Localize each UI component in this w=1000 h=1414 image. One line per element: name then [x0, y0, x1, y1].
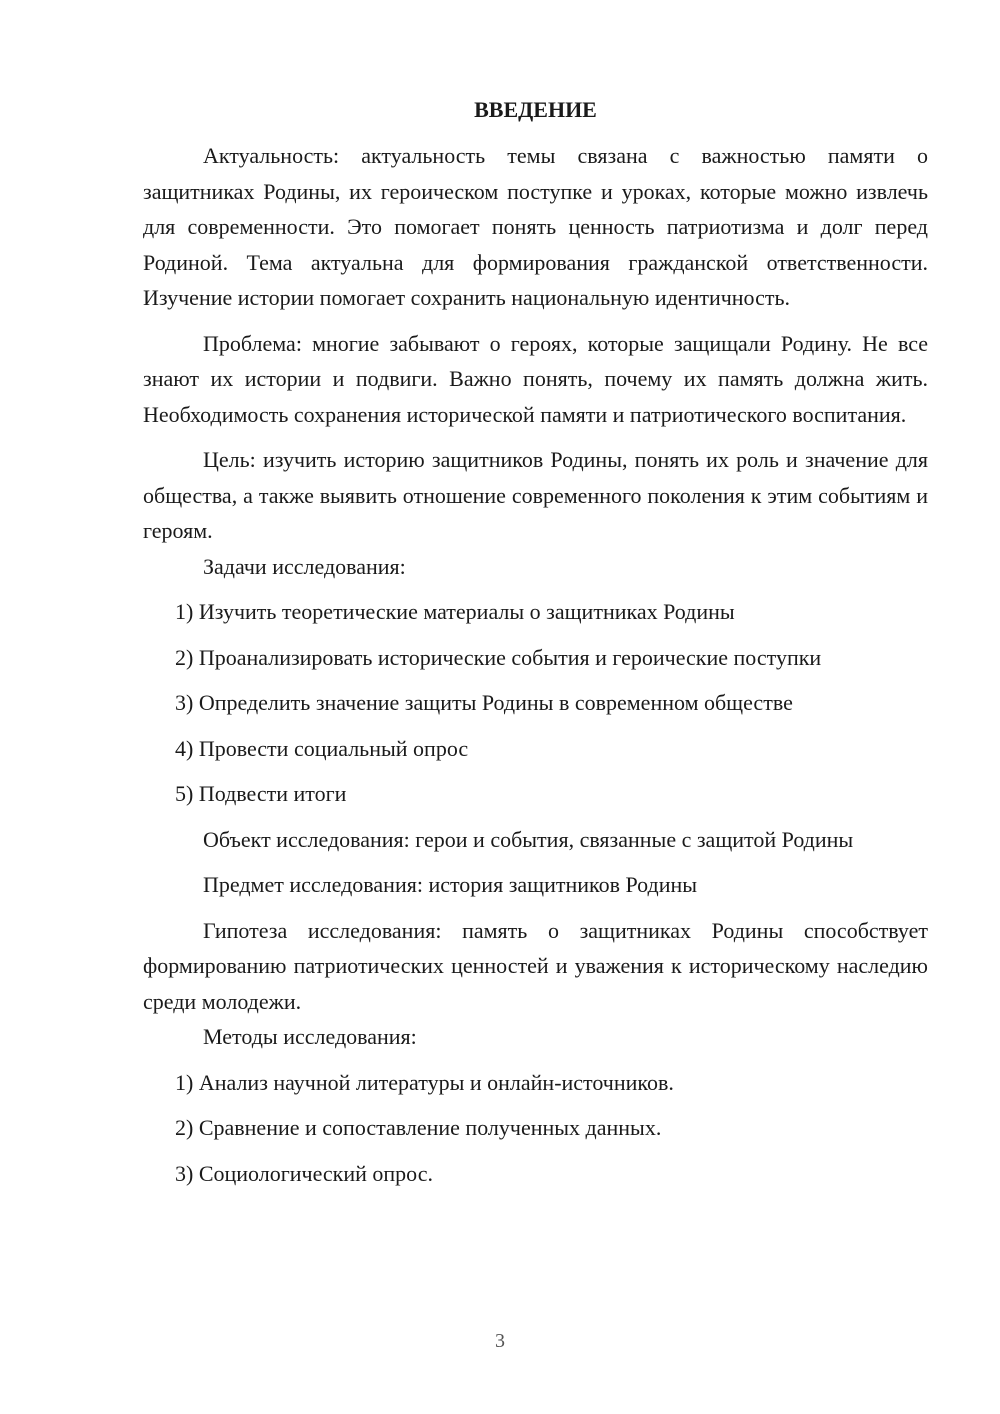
subject-paragraph: Предмет исследования: история защитников Родины	[203, 872, 698, 897]
list-item: 2) Проанализировать исторические события и героические поступки	[175, 644, 822, 670]
methods-heading: Методы исследования:	[203, 1024, 417, 1049]
page-title: ВВЕДЕНИЕ	[474, 97, 597, 122]
goal-paragraph: Цель: изучить историю защитников Родины, понять их роль и значение для общества, а также выявить отношение современного поколения к этим событиям и героям.	[143, 447, 928, 543]
object-paragraph: Объект исследования: герои и события, связанные с защитой Родины	[203, 826, 854, 852]
list-item: 5) Подвести итоги	[175, 781, 347, 806]
page-number: 3	[495, 1330, 505, 1352]
list-item: 3) Определить значение защиты Родины в современном обществе	[175, 690, 793, 715]
list-item: 1) Изучить теоретические материалы о защитниках Родины	[175, 599, 735, 624]
tasks-heading: Задачи исследования:	[203, 553, 406, 579]
methods-list	[143, 1065, 928, 1192]
list-item: 1) Анализ научной литературы и онлайн-источников.	[175, 1069, 674, 1095]
hypothesis-paragraph: Гипотеза исследования: память о защитниках Родины способствует формированию патриотических ценностей и уважения к историческому наследию среди молодежи.	[143, 917, 928, 1014]
problem-paragraph: Проблема: многие забывают о героях, которые защищали Родину. Не все знают их истории и подвиги. Важно понять, почему их память должна жить. Необходимость сохранения исторической памяти и патриотического воспитания.	[143, 330, 928, 427]
list-item: 4) Провести социальный опрос	[175, 735, 469, 761]
document-page	[143, 92, 928, 1191]
list-item: 2) Сравнение и сопоставление полученных данных.	[175, 1115, 662, 1140]
relevance-paragraph: Актуальность: актуальность темы связана с важностью памяти о защитниках Родины, их героическом поступке и уроках, которые можно извлечь для современности. Это помогает понять ценность патриотизма и долг перед Родиной. Тема актуальна для формирования гражданской ответственности. Изучение истории помогает сохранить национальную идентичность.	[143, 143, 928, 310]
list-item: 3) Социологический опрос.	[175, 1160, 433, 1186]
tasks-list	[143, 594, 928, 812]
